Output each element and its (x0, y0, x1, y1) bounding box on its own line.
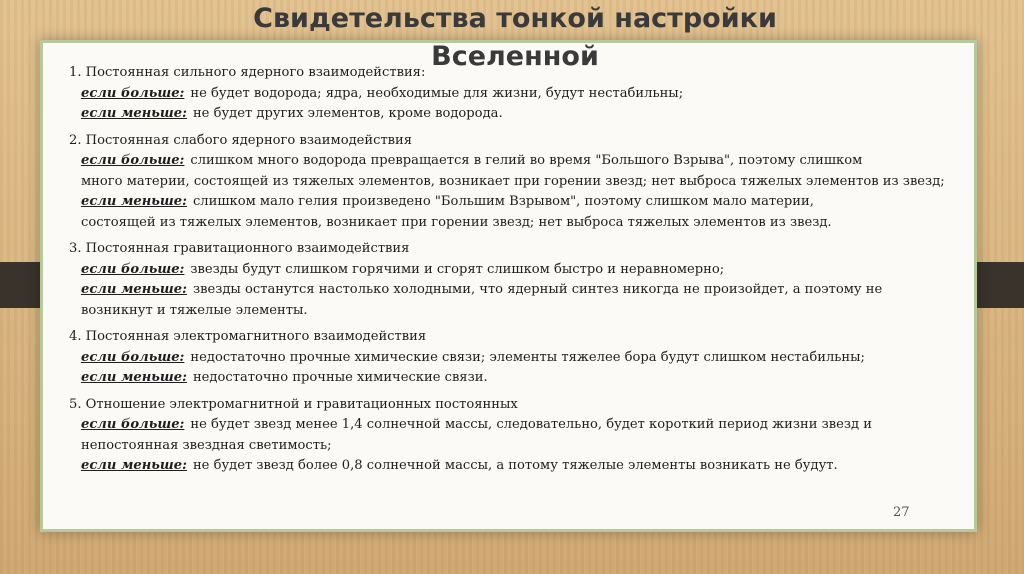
if-more-label: если больше: (81, 349, 185, 365)
list-item-4 (68, 327, 976, 389)
item-heading: 3. Постоянная гравитационного взаимодействия (69, 241, 410, 256)
if-more-label: если больше: (81, 85, 185, 101)
if-more-text: не будет звезд менее 1,4 солнечной массы, следовательно, будет короткий период жизни звезд и (190, 417, 873, 432)
if-more-continuation: много материи, состоящей из тяжелых элементов, возникает при горении звезд; нет выброса тяжелых элементов из звезд; (81, 173, 945, 189)
if-less-label: если меньше: (81, 370, 187, 385)
if-less-line (68, 192, 976, 213)
slide-content (68, 63, 976, 477)
if-more-line (68, 260, 976, 281)
if-less-continuation: возникнут и тяжелые элементы. (81, 302, 308, 318)
slide-title: Свидетельства тонкой настройки Вселенной (253, 3, 777, 72)
item-heading: 5. Отношение электромагнитной и гравитационных постоянных (69, 396, 518, 412)
if-more-line (68, 348, 976, 369)
item-heading: 1. Постоянная сильного ядерного взаимодействия: (69, 65, 426, 80)
if-less-text: не будет звезд более 0,8 солнечной массы, а потому тяжелые элементы возникать не будут. (192, 458, 838, 473)
if-less-text: звезды останутся настолько холодными, что ядерный синтез никогда не произойдет, а поэтому не (192, 282, 883, 297)
if-more-label: если больше: (81, 417, 185, 432)
if-less-label: если меньше: (81, 458, 187, 473)
if-more-line (68, 415, 976, 436)
list-item-1 (68, 63, 976, 125)
item-heading: 2. Постоянная слабого ядерного взаимодействия (69, 132, 413, 148)
if-less-line (68, 456, 976, 477)
if-less-label: если меньше: (81, 194, 187, 209)
if-less-label: если меньше: (81, 106, 187, 121)
if-more-continuation: непостоянная звездная светимость; (81, 437, 332, 453)
if-less-line (68, 104, 976, 125)
if-more-line (68, 84, 976, 105)
if-more-text: слишком много водорода превращается в гелий во время "Большого Взрыва", поэтому слишком (190, 153, 863, 168)
page-number: 27 (893, 505, 910, 520)
if-less-line (68, 280, 976, 301)
if-more-label: если больше: (81, 153, 185, 168)
list-item-2 (68, 131, 976, 234)
if-more-text: звезды будут слишком горячими и сгорят слишком быстро и неравномерно; (190, 261, 725, 277)
if-more-label: если больше: (81, 261, 185, 277)
if-less-text: слишком мало гелия произведено "Большим Взрывом", поэтому слишком мало материи, (192, 194, 814, 209)
if-more-line (68, 151, 976, 172)
list-item-3 (68, 239, 976, 321)
if-less-line (68, 368, 976, 389)
if-less-label: если меньше: (81, 282, 187, 297)
list-item-5 (68, 395, 976, 477)
item-heading: 4. Постоянная электромагнитного взаимодействия (69, 329, 427, 344)
if-less-continuation: состоящей из тяжелых элементов, возникает при горении звезд; нет выброса тяжелых элементов из звезд. (81, 214, 832, 230)
if-less-text: не будет других элементов, кроме водорода. (192, 106, 503, 121)
if-less-text: недостаточно прочные химические связи. (192, 370, 488, 385)
if-more-text: недостаточно прочные химические связи; элементы тяжелее бора будут слишком нестабильны; (190, 349, 865, 365)
if-more-text: не будет водорода; ядра, необходимые для жизни, будут нестабильны; (190, 85, 684, 101)
